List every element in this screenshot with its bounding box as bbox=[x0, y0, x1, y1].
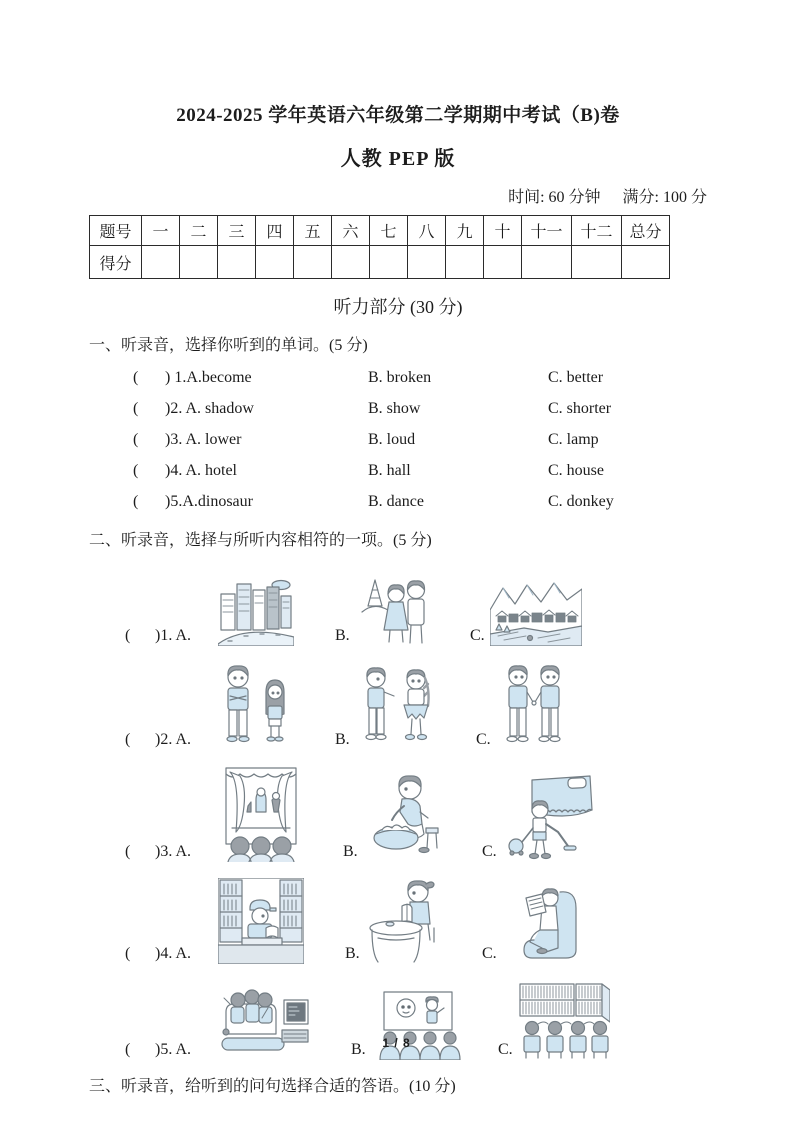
score-cell bbox=[446, 246, 484, 279]
score-header-cell: 十 bbox=[484, 216, 522, 246]
score-header-cell: 三 bbox=[218, 216, 256, 246]
option-a: )4. A. hotel bbox=[165, 462, 237, 479]
section2-row-2 bbox=[89, 662, 707, 750]
option-c-label: C. bbox=[476, 731, 491, 748]
option-a-image-box bbox=[218, 662, 294, 750]
score-header-cell: 七 bbox=[370, 216, 408, 246]
score-cell bbox=[370, 246, 408, 279]
section1-question bbox=[89, 486, 707, 517]
score-cell bbox=[622, 246, 670, 279]
answer-bracket: ( bbox=[125, 843, 131, 860]
section2-row-3 bbox=[89, 766, 707, 862]
option-b: B. hall bbox=[368, 462, 411, 479]
stage-play-image bbox=[218, 766, 302, 862]
option-b: B. show bbox=[368, 400, 421, 417]
score-header-cell: 十二 bbox=[572, 216, 622, 246]
option-a: )3. A. lower bbox=[165, 431, 242, 448]
section1-question bbox=[89, 424, 707, 455]
option-b-label: B. bbox=[335, 627, 350, 644]
option-a-label: )1. A. bbox=[155, 627, 191, 644]
option-a-image-box bbox=[218, 766, 302, 862]
score-cell bbox=[522, 246, 572, 279]
option-b-image-box bbox=[358, 572, 434, 646]
option-c-label: C. bbox=[482, 843, 497, 860]
section1-question bbox=[89, 455, 707, 486]
score-header-cell: 题号 bbox=[90, 216, 142, 246]
score-header-cell: 四 bbox=[256, 216, 294, 246]
section1-question bbox=[89, 362, 707, 393]
man-newspaper-armchair-image bbox=[502, 878, 586, 964]
option-b: B. dance bbox=[368, 493, 424, 510]
city-buildings-image bbox=[218, 576, 294, 646]
tourist-couple-image bbox=[358, 572, 434, 646]
score-cell bbox=[484, 246, 522, 279]
option-a: ) 1.A.become bbox=[165, 369, 252, 386]
answer-bracket: ( bbox=[133, 493, 139, 510]
option-b: B. loud bbox=[368, 431, 416, 448]
answer-bracket: ( bbox=[125, 731, 131, 748]
option-b-label: B. bbox=[335, 731, 350, 748]
section2-row-1 bbox=[89, 572, 707, 646]
two-boys-holding-hands-image bbox=[496, 662, 572, 750]
score-cell bbox=[256, 246, 294, 279]
score-header-cell: 九 bbox=[446, 216, 484, 246]
tall-boy-short-girl-image bbox=[218, 662, 294, 750]
option-c-image-box bbox=[502, 878, 586, 964]
girl-reading-table-image bbox=[368, 876, 446, 964]
score-header-cell: 五 bbox=[294, 216, 332, 246]
option-c: C. donkey bbox=[548, 493, 614, 510]
option-a-image-box bbox=[218, 576, 294, 646]
score-table-score-row bbox=[90, 246, 670, 279]
option-c-image-box bbox=[496, 662, 572, 750]
option-a: )2. A. shadow bbox=[165, 400, 254, 417]
page-number: 1 / 8 bbox=[382, 1036, 411, 1050]
score-header-cell: 总分 bbox=[622, 216, 670, 246]
answer-bracket: ( bbox=[133, 369, 139, 386]
score-cell bbox=[142, 246, 180, 279]
answer-bracket: ( bbox=[125, 945, 131, 962]
score-cell bbox=[218, 246, 256, 279]
option-c-label: C. bbox=[482, 945, 497, 962]
score-row-label: 得分 bbox=[90, 246, 142, 279]
page-title: 2024-2025 学年英语六年级第二学期期中考试（B)卷 bbox=[176, 105, 620, 126]
option-a-label: )2. A. bbox=[155, 731, 191, 748]
section3-heading: 三、听录音，给听到的问句选择合适的答语。(10 分) bbox=[89, 1078, 456, 1095]
score-table bbox=[89, 215, 670, 279]
answer-bracket: ( bbox=[125, 627, 131, 644]
option-a: )5.A.dinosaur bbox=[165, 493, 253, 510]
option-b-label: B. bbox=[345, 945, 360, 962]
section2-heading: 二、听录音，选择与所听内容相符的一项。(5 分) bbox=[89, 532, 432, 549]
section2-row-4 bbox=[89, 876, 707, 964]
option-c-label: C. bbox=[498, 1041, 513, 1058]
option-a-label: )3. A. bbox=[155, 843, 191, 860]
option-c: C. lamp bbox=[548, 431, 599, 448]
option-b-image-box bbox=[366, 772, 446, 862]
exam-meta bbox=[89, 184, 707, 207]
score-cell bbox=[332, 246, 370, 279]
option-b-label: B. bbox=[343, 843, 358, 860]
score-header-cell: 十一 bbox=[522, 216, 572, 246]
option-a-label: )5. A. bbox=[155, 1041, 191, 1058]
option-a-image-box bbox=[218, 878, 304, 964]
score-cell bbox=[180, 246, 218, 279]
option-b-image-box bbox=[368, 876, 446, 964]
score-table-header-row bbox=[90, 216, 670, 246]
score-header-cell: 二 bbox=[180, 216, 218, 246]
full-score-label: 满分: 100 分 bbox=[622, 189, 707, 206]
section1-question bbox=[89, 393, 707, 424]
answer-bracket: ( bbox=[125, 1041, 131, 1058]
library-reading-boy-image bbox=[218, 878, 304, 964]
option-c-image-box bbox=[502, 770, 594, 862]
answer-bracket: ( bbox=[133, 431, 139, 448]
score-cell bbox=[572, 246, 622, 279]
option-b-image-box bbox=[358, 662, 440, 750]
section1-heading: 一、听录音，选择你听到的单词。(5 分) bbox=[89, 337, 368, 354]
boy-and-girl-skirt-image bbox=[358, 662, 440, 750]
answer-bracket: ( bbox=[133, 400, 139, 417]
score-cell bbox=[408, 246, 446, 279]
option-a-label: )4. A. bbox=[155, 945, 191, 962]
mountain-village-image bbox=[490, 580, 582, 646]
washing-clothes-image bbox=[366, 772, 446, 862]
score-cell bbox=[294, 246, 332, 279]
option-c-label: C. bbox=[470, 627, 485, 644]
option-b-label: B. bbox=[351, 1041, 366, 1058]
option-c: C. better bbox=[548, 369, 604, 386]
answer-bracket: ( bbox=[133, 462, 139, 479]
score-header-cell: 八 bbox=[408, 216, 446, 246]
score-header-cell: 六 bbox=[332, 216, 370, 246]
vacuuming-bedroom-image bbox=[502, 770, 594, 862]
option-b: B. broken bbox=[368, 369, 432, 386]
listening-part-title: 听力部分 (30 分) bbox=[333, 297, 463, 317]
page-subtitle: 人教 PEP 版 bbox=[340, 148, 456, 170]
option-c: C. house bbox=[548, 462, 604, 479]
option-c: C. shorter bbox=[548, 400, 612, 417]
score-header-cell: 一 bbox=[142, 216, 180, 246]
section1-list bbox=[89, 362, 707, 517]
time-limit-label: 时间: 60 分钟 bbox=[508, 189, 601, 206]
option-c-image-box bbox=[490, 580, 582, 646]
